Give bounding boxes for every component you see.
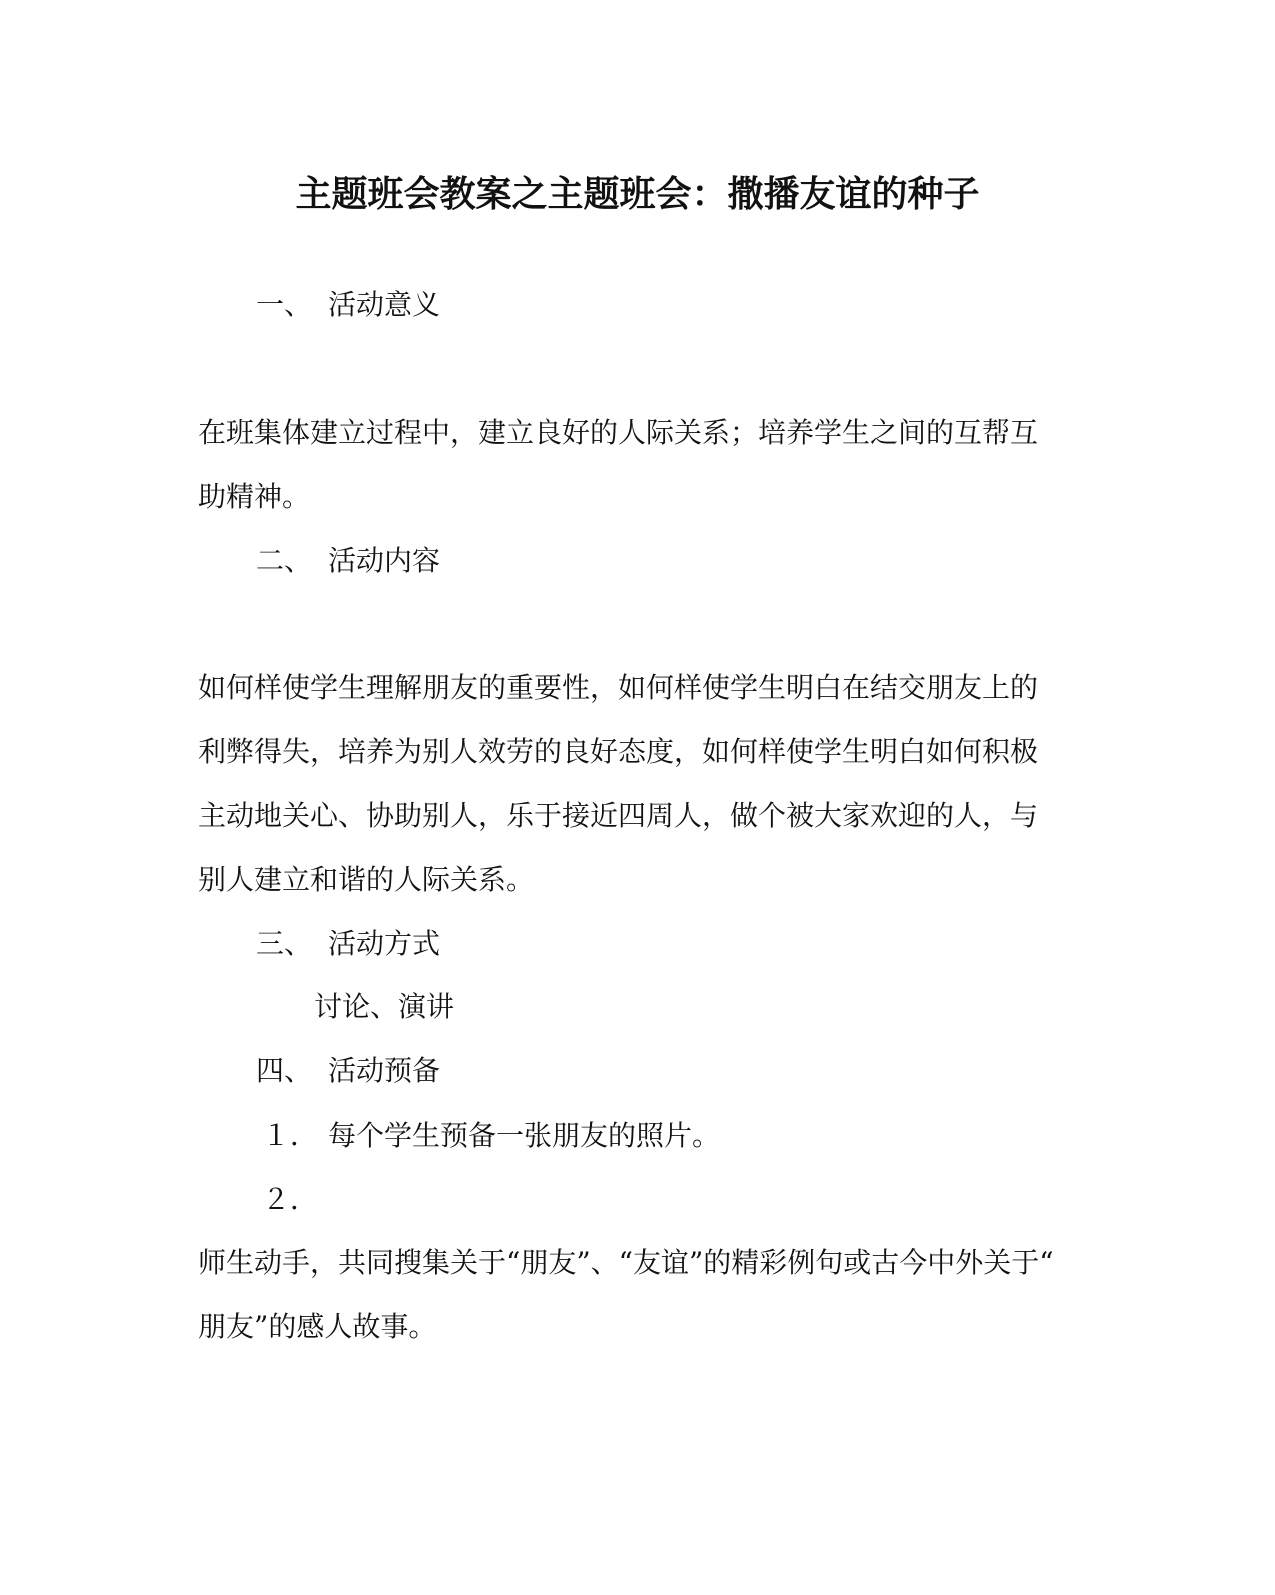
paragraph-line: 如何样使学生理解朋友的重要性，如何样使学生明白在结交朋友上的: [198, 671, 1039, 704]
section-heading-2: [256, 541, 440, 581]
section-heading-1: [256, 285, 440, 325]
section-label: 活动内容: [328, 544, 441, 577]
section-number: 三、: [256, 927, 313, 960]
section-label: 活动意义: [328, 288, 441, 321]
list-item-2: [262, 1180, 328, 1220]
paragraph-line: 别人建立和谐的人际关系。: [198, 863, 535, 896]
item-number: １．: [262, 1119, 319, 1152]
paragraph-line: 朋友”的感人故事。: [198, 1310, 437, 1343]
section-number: 四、: [256, 1054, 313, 1087]
method-text: 讨论、演讲: [314, 990, 455, 1023]
section-number: 二、: [256, 544, 313, 577]
list-item-1: [262, 1116, 720, 1156]
paragraph-line: 师生动手，共同搜集关于“朋友”、“友谊”的精彩例句或古今中外关于“: [198, 1246, 1054, 1279]
section-heading-3: [256, 924, 440, 964]
item-number: ２．: [262, 1183, 319, 1216]
section-label: 活动预备: [328, 1054, 441, 1087]
item-text: 每个学生预备一张朋友的照片。: [328, 1119, 721, 1152]
paragraph-line: 在班集体建立过程中，建立良好的人际关系；培养学生之间的互帮互: [198, 416, 1039, 449]
section-label: 活动方式: [328, 927, 441, 960]
document-title: 主题班会教案之主题班会：撒播友谊的种子: [295, 173, 980, 215]
paragraph-line: 主动地关心、协助别人，乐于接近四周人，做个被大家欢迎的人，与: [198, 799, 1039, 832]
section-heading-4: [256, 1051, 440, 1091]
paragraph-line: 利弊得失，培养为别人效劳的良好态度，如何样使学生明白如何积极: [198, 735, 1039, 768]
paragraph-line: 助精神。: [198, 480, 311, 513]
section-number: 一、: [256, 288, 313, 321]
